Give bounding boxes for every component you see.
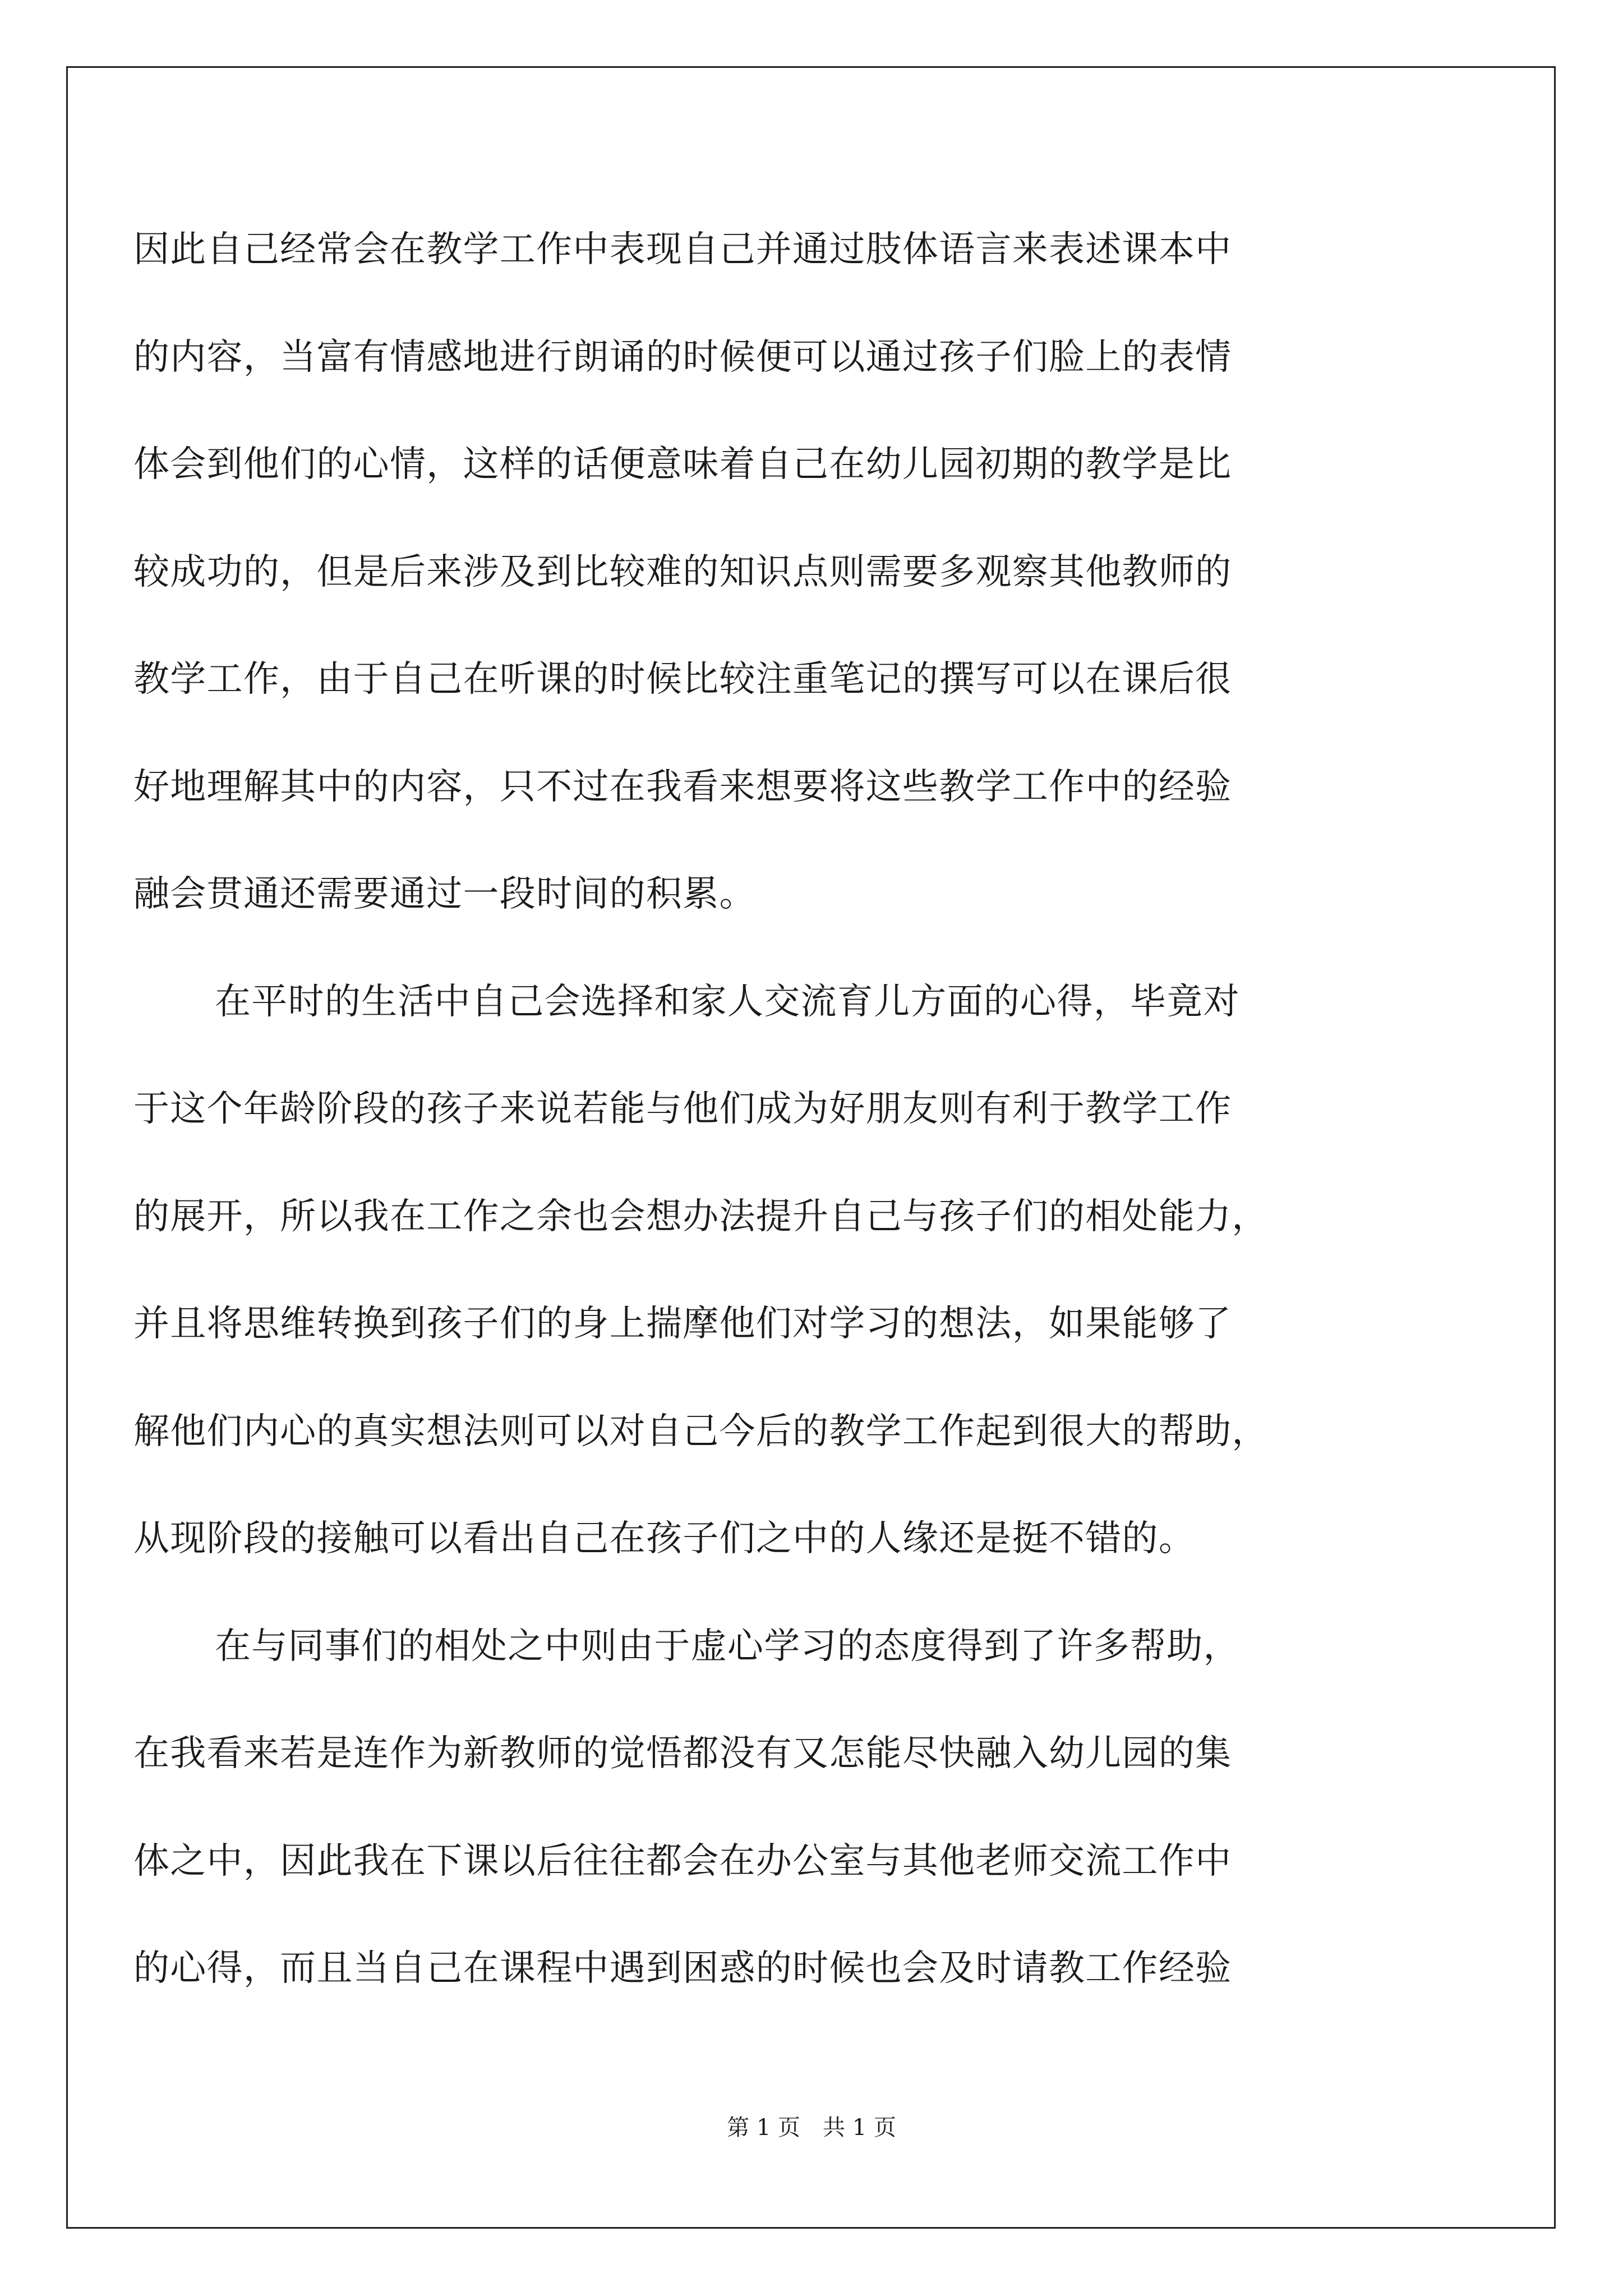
text-line: 好地理解其中的内容，只不过在我看来想要将这些教学工作中的经验 [133, 766, 1232, 808]
text-line: 的心得，而且当自己在课程中遇到困惑的时候也会及时请教工作经验 [133, 1948, 1232, 1989]
page-number: 第 1 页 共 1 页 [727, 2115, 896, 2141]
text-line: 在与同事们的相处之中则由于虚心学习的态度得到了许多帮助， [215, 1625, 1240, 1667]
text-line: 教学工作，由于自己在听课的时候比较注重笔记的撰写可以在课后很 [133, 659, 1232, 700]
text-line: 体之中，因此我在下课以后往往都会在办公室与其他老师交流工作中 [133, 1840, 1232, 1882]
text-line: 的展开，所以我在工作之余也会想办法提升自己与孩子们的相处能力， [133, 1195, 1269, 1237]
text-line: 融会贯通还需要通过一段时间的积累。 [133, 873, 756, 915]
document-body [133, 196, 1440, 2023]
text-line: 并且将思维转换到孩子们的身上揣摩他们对学习的想法，如果能够了 [133, 1303, 1232, 1345]
text-line: 的内容，当富有情感地进行朗诵的时候便可以通过孩子们脸上的表情 [133, 336, 1232, 378]
text-line: 体会到他们的心情，这样的话便意味着自己在幼儿园初期的教学是比 [133, 444, 1232, 485]
text-line: 在我看来若是连作为新教师的觉悟都没有又怎能尽快融入幼儿园的集 [133, 1733, 1232, 1774]
text-line: 在平时的生活中自己会选择和家人交流育儿方面的心得，毕竟对 [215, 981, 1240, 1023]
paragraph-3 [133, 1593, 1440, 2023]
text-line: 于这个年龄阶段的孩子来说若能与他们成为好朋友则有利于教学工作 [133, 1088, 1232, 1130]
text-line: 因此自己经常会在教学工作中表现自己并通过肢体语言来表述课本中 [133, 229, 1232, 270]
text-line: 解他们内心的真实想法则可以对自己今后的教学工作起到很大的帮助， [133, 1410, 1269, 1452]
text-line: 较成功的，但是后来涉及到比较难的知识点则需要多观察其他教师的 [133, 551, 1232, 593]
paragraph-2 [133, 949, 1440, 1593]
text-line: 从现阶段的接触可以看出自己在孩子们之中的人缘还是挺不错的。 [133, 1518, 1196, 1559]
paragraph-1 [133, 196, 1440, 949]
